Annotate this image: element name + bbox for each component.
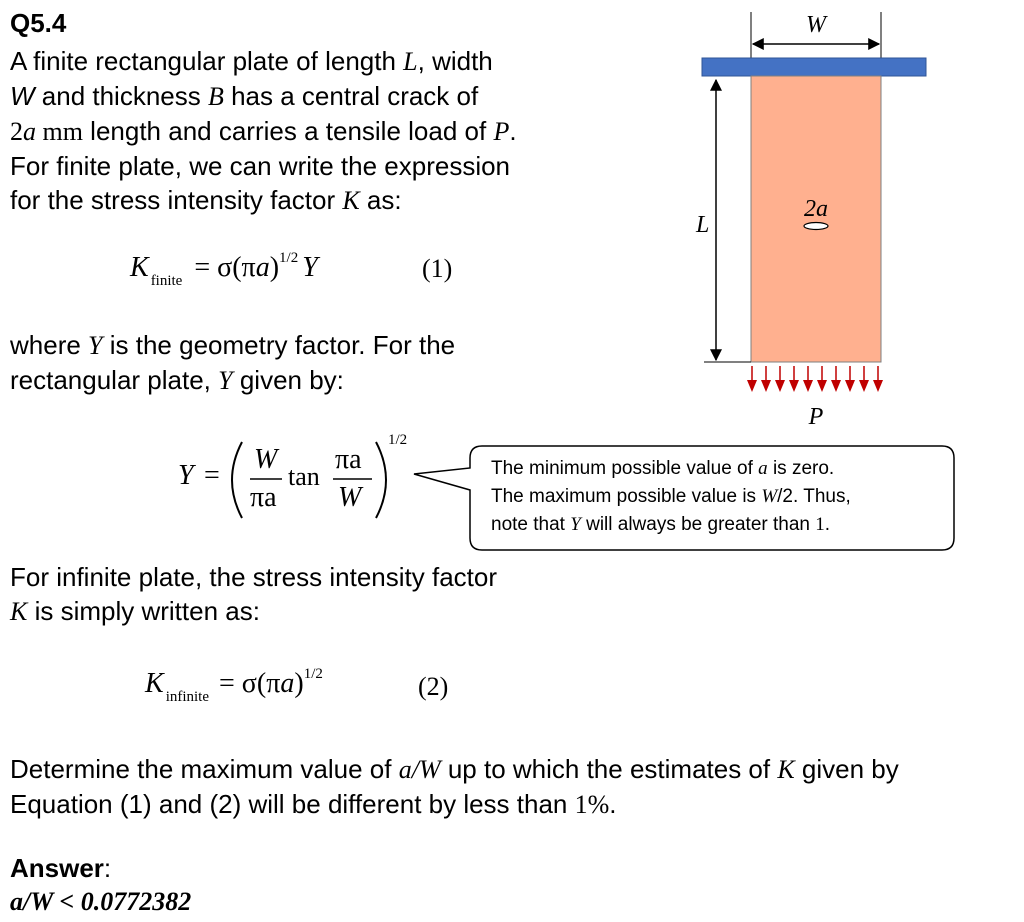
load-arrow-head [817, 380, 827, 392]
load-arrow-head [859, 380, 869, 392]
left-paren [232, 442, 242, 518]
inf-line-1: For infinite plate, the stress intensity factor [10, 562, 497, 592]
callout-line-2: The maximum possible value is W/2. Thus, [491, 486, 851, 507]
load-arrows [747, 366, 883, 392]
load-arrow-head [803, 380, 813, 392]
equation-2-number: (2) [418, 672, 449, 701]
equation-1: K $_{finite} = \sigma(\pi a)^{1/2}$ Y [130, 250, 318, 289]
y-line-1: where Y is the geometry factor. For the [10, 330, 456, 360]
answer-label: Answer: [10, 853, 112, 883]
answer-value: a/W < 0.0772382 [10, 887, 192, 916]
load-arrow-head [761, 380, 771, 392]
intro-line-3: 2a mm length and carries a tensile load of P. [10, 116, 517, 146]
infinite-plate-paragraph [10, 560, 497, 629]
load-arrow-head [789, 380, 799, 392]
callout-line-3: note that Y will always be greater than 1. [491, 514, 831, 535]
load-arrow-head [775, 380, 785, 392]
equation-1-number: (1) [422, 254, 453, 283]
intro-line-1: A finite rectangular plate of length L, width [10, 46, 493, 76]
plate-diagram [690, 0, 950, 440]
crack-label: 2a [804, 196, 828, 222]
w-label: W [806, 12, 826, 38]
l-label: L [696, 212, 710, 238]
task-line-2: Equation (1) and (2) will be different by less than 1%. [10, 789, 617, 819]
geometry-factor-paragraph [10, 328, 455, 398]
crack-icon [804, 223, 828, 230]
inf-line-2: K is simply written as: [10, 596, 260, 626]
equation-2: K $_{infinite} = \sigma(\pi a)^{1/2}$ [145, 666, 323, 705]
geometry-factor-equation: Y = W πa tan πa W 1/2 [170, 430, 420, 530]
intro-paragraph [10, 44, 610, 218]
top-support-bar [702, 58, 926, 76]
question-title: Q5.4 [10, 8, 67, 38]
intro-line-4: For finite plate, we can write the expression [10, 151, 511, 181]
load-arrow-head [845, 380, 855, 392]
load-arrow-head [831, 380, 841, 392]
intro-line-5: for the stress intensity factor K as: [10, 185, 402, 215]
load-arrow-head [873, 380, 883, 392]
task-line-1: Determine the maximum value of a/W up to which the estimates of K given by [10, 754, 899, 784]
load-arrow-head [747, 380, 757, 392]
intro-line-2: W and thickness B has a central crack of [10, 81, 479, 111]
right-paren [376, 442, 386, 518]
f1-denominator: πa [250, 482, 277, 513]
load-label: P [808, 404, 824, 430]
y-line-2: rectangular plate, Y given by: [10, 365, 344, 395]
callout-text [491, 455, 851, 539]
task-paragraph [10, 752, 899, 822]
callout-line-1: The minimum possible value of a is zero. [491, 458, 835, 479]
